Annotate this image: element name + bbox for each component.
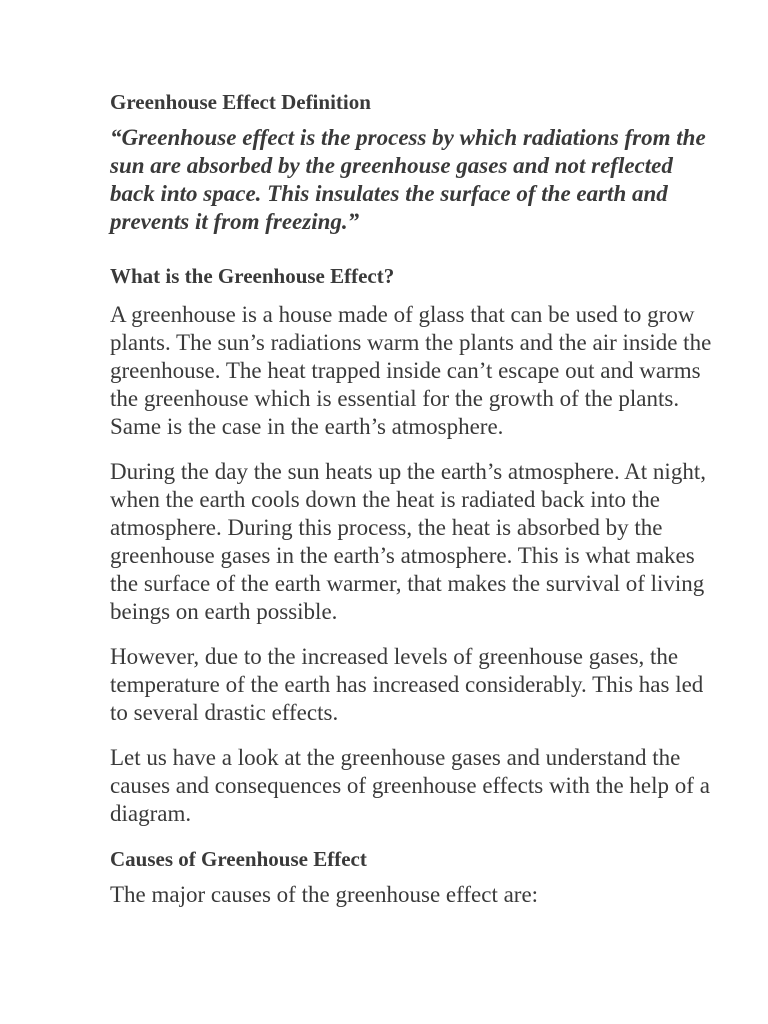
document-body xyxy=(110,88,722,909)
paragraph-day-night: During the day the sun heats up the earth’s atmosphere. At night, when the earth cools down the heat is radiated back into the atmosphere. During this process, the heat is absorbed by the greenhouse gases in the earth’s atmosphere. This is what makes the surface of the earth warmer, that makes the survival of living beings on earth possible. xyxy=(110,459,706,624)
paragraph-greenhouse: A greenhouse is a house made of glass that can be used to grow plants. The sun’s radiations warm the plants and the air inside the greenhouse. The heat trapped inside can’t escape out and warms the greenhouse which is essential for the growth of the plants. Same is the case in the earth’s atmosphere. xyxy=(110,302,712,439)
heading-what-is: What is the Greenhouse Effect? xyxy=(110,264,395,288)
definition-quote: “Greenhouse effect is the process by which radiations from the sun are absorbed by the greenhouse gases and not reflected back into space. This insulates the surface of the earth and prevents it from freezing.” xyxy=(110,125,706,234)
heading-definition: Greenhouse Effect Definition xyxy=(110,90,371,114)
paragraph-increased-levels: However, due to the increased levels of greenhouse gases, the temperature of the earth has increased considerably. This has led to several drastic effects. xyxy=(110,644,704,725)
paragraph-diagram-intro: Let us have a look at the greenhouse gases and understand the causes and consequences of greenhouse effects with the help of a diagram. xyxy=(110,745,710,826)
paragraph-causes-intro: The major causes of the greenhouse effect are: xyxy=(110,882,539,907)
heading-causes: Causes of Greenhouse Effect xyxy=(110,847,367,871)
